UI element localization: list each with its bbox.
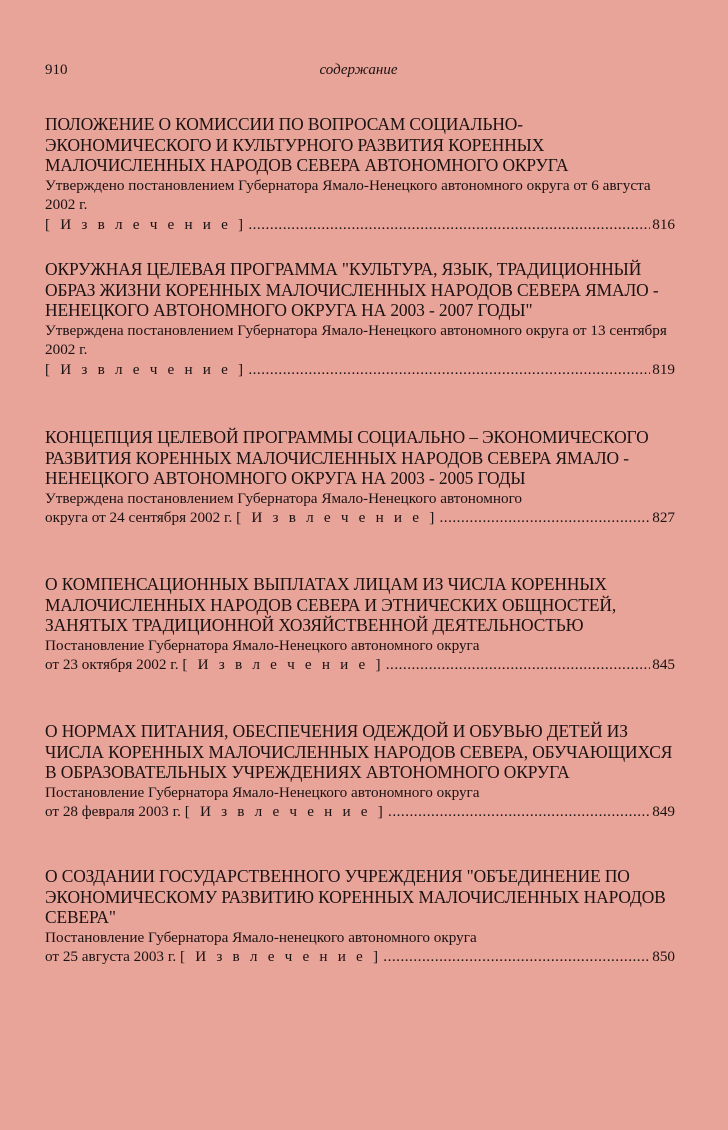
entry-leader-line — [45, 947, 675, 967]
entry-title: О СОЗДАНИИ ГОСУДАРСТВЕННОГО УЧРЕЖДЕНИЯ "ОБЪЕДИНЕНИЕ ПО ЭКОНОМИЧЕСКОМУ РАЗВИТИЮ КОРЕННЫХ МАЛОЧИСЛЕННЫХ НАРОДОВ СЕВЕРА" — [45, 866, 666, 927]
entry-note: Постановление Губернатора Ямало-Ненецкого автономного округа — [45, 636, 480, 654]
toc-entry[interactable] — [45, 259, 675, 379]
toc-entry[interactable] — [45, 427, 675, 528]
dot-leader — [248, 215, 650, 235]
dot-leader — [383, 947, 650, 967]
entry-extract-label: [ И з в л е ч е н и е ] — [45, 360, 247, 378]
entry-page-ref[interactable]: 849 — [652, 803, 675, 820]
entry-title: КОНЦЕПЦИЯ ЦЕЛЕВОЙ ПРОГРАММЫ СОЦИАЛЬНО – ЭКОНОМИЧЕСКОГО РАЗВИТИЯ КОРЕННЫХ МАЛОЧИСЛЕННЫХ НАРОДОВ СЕВЕРА ЯМАЛО - НЕНЕЦКОГО АВТОНОМНОГО ОКРУГА НА 2003 - 2005 ГОДЫ — [45, 427, 649, 488]
entry-note: Постановление Губернатора Ямало-Ненецкого автономного округа — [45, 783, 480, 801]
entry-title: О КОМПЕНСАЦИОННЫХ ВЫПЛАТАХ ЛИЦАМ ИЗ ЧИСЛА КОРЕННЫХ МАЛОЧИСЛЕННЫХ НАРОДОВ СЕВЕРА И ЭТНИЧЕСКИХ ОБЩНОСТЕЙ, ЗАНЯТЫХ ТРАДИЦИОННОЙ ХОЗЯЙСТВЕННОЙ ДЕЯТЕЛЬНОСТЬЮ — [45, 574, 617, 635]
running-title: содержание — [319, 62, 398, 78]
entry-leader-line — [45, 802, 675, 822]
entry-note: Постановление Губернатора Ямало-ненецкого автономного округа — [45, 928, 477, 946]
entry-leader-line — [45, 508, 675, 528]
entry-leader-line — [45, 655, 675, 675]
entry-title: ОКРУЖНАЯ ЦЕЛЕВАЯ ПРОГРАММА "КУЛЬТУРА, ЯЗЫК, ТРАДИЦИОННЫЙ ОБРАЗ ЖИЗНИ КОРЕННЫХ МАЛОЧИСЛЕННЫХ НАРОДОВ СЕВЕРА ЯМАЛО - НЕНЕЦКОГО АВТОНОМНОГО ОКРУГА НА 2003 - 2007 ГОДЫ" — [45, 259, 659, 320]
toc-entry[interactable] — [45, 866, 675, 967]
entry-extract-label: [ И з в л е ч е н и е ] — [45, 215, 247, 233]
page-number: 910 — [45, 62, 68, 78]
dot-leader — [439, 508, 650, 528]
entry-extract-label: [ И з в л е ч е н и е ] — [179, 948, 382, 965]
dot-leader — [248, 360, 650, 380]
entry-page-ref[interactable]: 845 — [652, 656, 675, 673]
entry-tail: округа от 24 сентября 2002 г. — [45, 509, 233, 526]
entry-tail: от 28 февраля 2003 г. — [45, 803, 181, 820]
toc-entry[interactable] — [45, 574, 675, 675]
toc-entry[interactable] — [45, 114, 675, 234]
entry-extract-label: [ И з в л е ч е н и е ] — [182, 656, 384, 673]
entry-page-ref[interactable]: 819 — [652, 360, 675, 378]
toc-entry[interactable] — [45, 721, 675, 822]
entry-title: ПОЛОЖЕНИЕ О КОМИССИИ ПО ВОПРОСАМ СОЦИАЛЬНО-ЭКОНОМИЧЕСКОГО И КУЛЬТУРНОГО РАЗВИТИЯ КОРЕННЫХ МАЛОЧИСЛЕННЫХ НАРОДОВ СЕВЕРА АВТОНОМНОГО ОКРУГА — [45, 114, 569, 175]
entry-page-ref[interactable]: 816 — [652, 215, 675, 233]
entry-extract-label: [ И з в л е ч е н и е ] — [236, 509, 438, 526]
entry-leader-line — [45, 360, 675, 380]
entry-page-ref[interactable]: 827 — [652, 509, 675, 526]
dot-leader — [386, 655, 651, 675]
entry-extract-label: [ И з в л е ч е н и е ] — [184, 803, 387, 820]
dot-leader — [388, 802, 650, 822]
entry-tail: от 25 августа 2003 г. — [45, 948, 177, 965]
entry-page-ref[interactable]: 850 — [652, 948, 675, 965]
entry-note: Утверждено постановлением Губернатора Ямало-Ненецкого автономного округа от 6 августа 2002 г. — [45, 176, 651, 213]
page-header — [45, 62, 672, 84]
entry-leader-line — [45, 215, 675, 235]
entry-note: Утверждена постановлением Губернатора Ямало-Ненецкого автономного округа от 13 сентября 2002 г. — [45, 321, 667, 358]
entry-note: Утверждена постановлением Губернатора Ямало-Ненецкого автономного — [45, 489, 523, 507]
entry-title: О НОРМАХ ПИТАНИЯ, ОБЕСПЕЧЕНИЯ ОДЕЖДОЙ И ОБУВЬЮ ДЕТЕЙ ИЗ ЧИСЛА КОРЕННЫХ МАЛОЧИСЛЕННЫХ НАРОДОВ СЕВЕРА, ОБУЧАЮЩИХСЯ В ОБРАЗОВАТЕЛЬНЫХ УЧРЕЖДЕНИЯХ АВТОНОМНОГО ОКРУГА — [45, 721, 673, 782]
entry-tail: от 23 октября 2002 г. — [45, 656, 179, 673]
